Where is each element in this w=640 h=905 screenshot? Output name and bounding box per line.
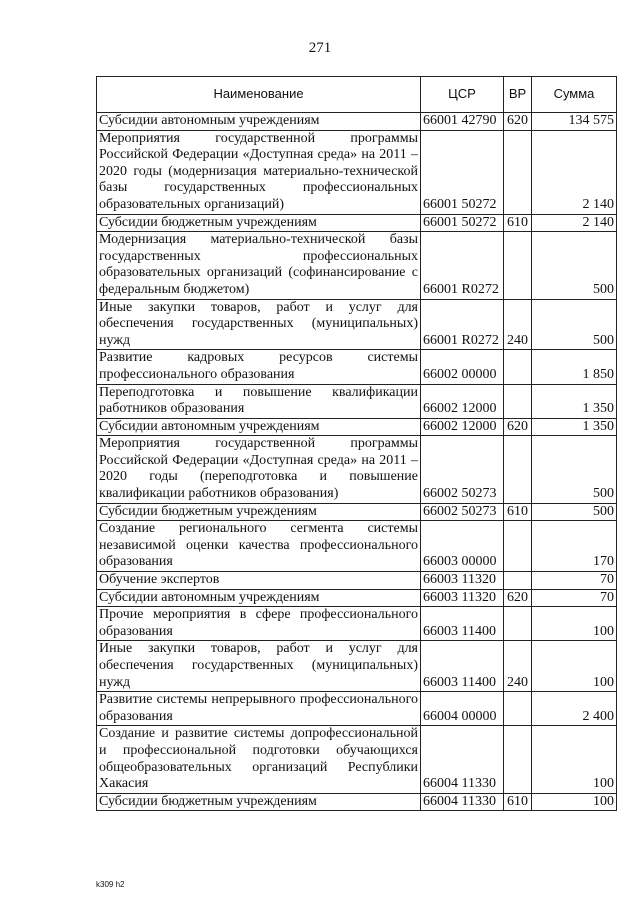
row-csr: 66004 11330 (421, 793, 504, 811)
page-number: 271 (308, 40, 332, 56)
row-name: Субсидии автономным учреждениям (97, 418, 421, 436)
row-vr: 620 (504, 418, 532, 436)
row-name: Обучение экспертов (97, 572, 421, 590)
row-name: Иные закупки товаров, работ и услуг для обеспечения государственных (муниципальных) нужд (97, 299, 421, 350)
table-row (97, 214, 617, 232)
table-row (97, 572, 617, 590)
row-vr: 610 (504, 793, 532, 811)
row-sum: 1 850 (532, 350, 617, 384)
row-vr: 240 (504, 641, 532, 692)
row-name: Субсидии автономным учреждениям (97, 589, 421, 607)
row-csr: 66004 11330 (421, 726, 504, 793)
row-vr (504, 232, 532, 299)
row-vr (504, 130, 532, 214)
row-vr: 620 (504, 589, 532, 607)
row-name: Субсидии бюджетным учреждениям (97, 214, 421, 232)
row-sum: 170 (532, 521, 617, 572)
row-name: Развитие кадровых ресурсов системы профессионального образования (97, 350, 421, 384)
row-sum: 500 (532, 299, 617, 350)
row-vr (504, 692, 532, 726)
table-row (97, 350, 617, 384)
table-row (97, 232, 617, 299)
row-vr (504, 384, 532, 418)
row-csr: 66004 00000 (421, 692, 504, 726)
row-name: Переподготовка и повышение квалификации работников образования (97, 384, 421, 418)
row-name: Мероприятия государственной программы Российской Федерации «Доступная среда» на 2011 – 2020 годы (переподготовка и повышение квалификации работников образования) (97, 436, 421, 503)
budget-table (96, 76, 617, 811)
row-vr (504, 726, 532, 793)
row-vr (504, 607, 532, 641)
table-row (97, 418, 617, 436)
row-name: Субсидии бюджетным учреждениям (97, 793, 421, 811)
row-sum: 100 (532, 641, 617, 692)
row-sum: 500 (532, 436, 617, 503)
header-csr: ЦСР (421, 77, 504, 113)
row-vr: 240 (504, 299, 532, 350)
row-csr: 66003 11400 (421, 607, 504, 641)
row-name: Иные закупки товаров, работ и услуг для обеспечения государственных (муниципальных) нужд (97, 641, 421, 692)
row-sum: 100 (532, 607, 617, 641)
table-row (97, 130, 617, 214)
row-vr (504, 572, 532, 590)
row-name: Субсидии автономным учреждениям (97, 113, 421, 131)
row-name: Развитие системы непрерывного профессионального образования (97, 692, 421, 726)
header-name: Наименование (97, 77, 421, 113)
row-vr: 610 (504, 503, 532, 521)
table-row (97, 503, 617, 521)
row-csr: 66001 42790 (421, 113, 504, 131)
row-csr: 66003 11320 (421, 589, 504, 607)
row-csr: 66001 R0272 (421, 232, 504, 299)
table-row (97, 384, 617, 418)
row-name: Прочие мероприятия в сфере профессионального образования (97, 607, 421, 641)
footer-code: k309 h2 (96, 880, 125, 889)
row-vr (504, 521, 532, 572)
row-name: Модернизация материально-технической базы государственных профессиональных образовательных организаций (софинансирование с федеральным бюджетом) (97, 232, 421, 299)
table-row (97, 113, 617, 131)
row-sum: 500 (532, 503, 617, 521)
table-body (97, 113, 617, 811)
row-csr: 66003 11400 (421, 641, 504, 692)
table-row (97, 692, 617, 726)
row-sum: 2 400 (532, 692, 617, 726)
row-csr: 66003 11320 (421, 572, 504, 590)
row-name: Создание и развитие системы допрофессиональной и профессиональной подготовки обучающихся общеобразовательных организаций Республики Хакасия (97, 726, 421, 793)
header-sum: Сумма (532, 77, 617, 113)
table-row (97, 436, 617, 503)
row-sum: 2 140 (532, 130, 617, 214)
table-row (97, 793, 617, 811)
row-name: Создание регионального сегмента системы независимой оценки качества профессионального образования (97, 521, 421, 572)
table-row (97, 589, 617, 607)
row-vr (504, 350, 532, 384)
row-sum: 70 (532, 572, 617, 590)
row-vr (504, 436, 532, 503)
row-csr: 66001 50272 (421, 130, 504, 214)
row-csr: 66002 50273 (421, 436, 504, 503)
row-name: Мероприятия государственной программы Российской Федерации «Доступная среда» на 2011 – 2020 годы (модернизация материально-технической базы государственных профессиональных образовательных организаций) (97, 130, 421, 214)
table-row (97, 607, 617, 641)
row-sum: 134 575 (532, 113, 617, 131)
table-row (97, 299, 617, 350)
row-sum: 100 (532, 726, 617, 793)
row-vr: 620 (504, 113, 532, 131)
row-sum: 70 (532, 589, 617, 607)
row-vr: 610 (504, 214, 532, 232)
table-row (97, 726, 617, 793)
row-sum: 1 350 (532, 418, 617, 436)
row-csr: 66002 12000 (421, 384, 504, 418)
row-sum: 100 (532, 793, 617, 811)
row-sum: 2 140 (532, 214, 617, 232)
row-csr: 66003 00000 (421, 521, 504, 572)
row-csr: 66001 50272 (421, 214, 504, 232)
row-sum: 500 (532, 232, 617, 299)
row-csr: 66001 R0272 (421, 299, 504, 350)
row-sum: 1 350 (532, 384, 617, 418)
row-name: Субсидии бюджетным учреждениям (97, 503, 421, 521)
row-csr: 66002 00000 (421, 350, 504, 384)
table-row (97, 521, 617, 572)
table-header-row (97, 77, 617, 113)
row-csr: 66002 12000 (421, 418, 504, 436)
header-vr: ВР (504, 77, 532, 113)
table-row (97, 641, 617, 692)
row-csr: 66002 50273 (421, 503, 504, 521)
